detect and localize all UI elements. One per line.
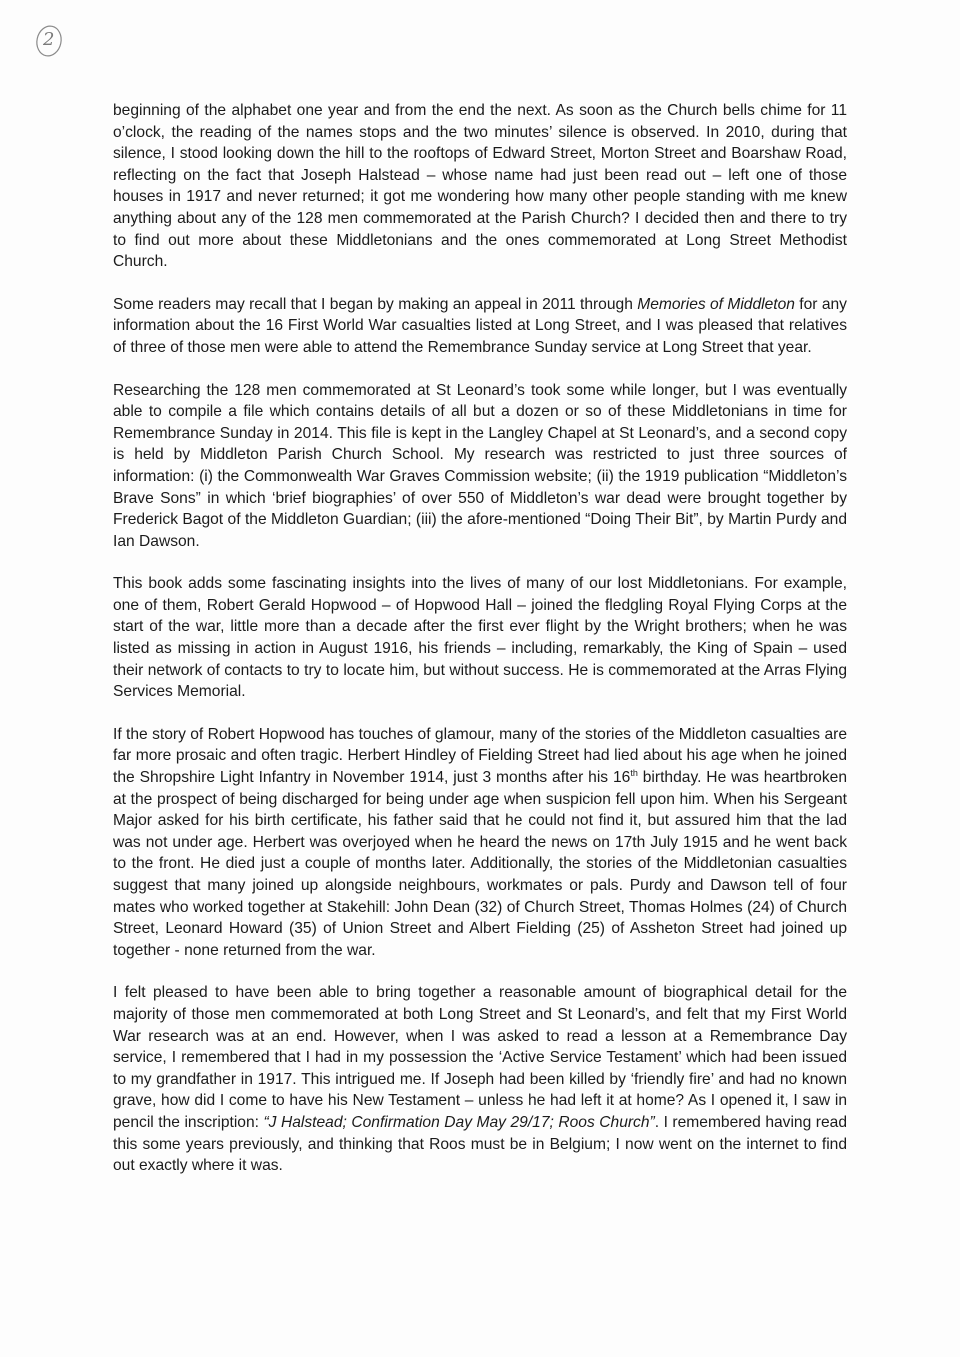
- text-segment: Researching the 128 men commemorated at St Leonard’s took some while longer, but I was eventually able to compile a file which contains details of all but a dozen or so of these Middletonians in time for Remembrance Sunday in 2014. This file is kept in the Langley Chapel at St Leonard’s, and a second copy is held by Middleton Parish Church School. My research was restricted to just three sources of information: (i) the Commonwealth War Graves Commission website; (ii) the 1919 publication “Middleton’s Brave Sons” in which ‘brief biographies’ of over 550 of Middleton’s war dead were brought together by Frederick Bagot of the Middleton Guardian; (iii) the afore-mentioned “Doing Their Bit”, by Martin Purdy and Ian Dawson.: [113, 381, 847, 550]
- paragraph: [113, 100, 847, 273]
- paragraph: [113, 573, 847, 703]
- text-segment: I felt pleased to have been able to bring together a reasonable amount of biographical detail for the majority of those men commemorated at both Long Street and St Leonard’s, and felt that my First World War research was at an end. However, when I was asked to read a lesson at a Remembrance Day service, I remembered that I had in my possession the ‘Active Service Testament’ which had been issued to my grandfather in 1917. This intrigued me. If Joseph had been killed by ‘friendly fire’ and had no known grave, how did I come to have his New Testament – unless he had left it at home? As I opened it, I saw in pencil the inscription:: [113, 984, 847, 1131]
- paragraph: [113, 982, 847, 1176]
- paragraph: [113, 724, 847, 962]
- text-segment: beginning of the alphabet one year and from the end the next. As soon as the Church bells chime for 11 o’clock, the reading of the names stops and the two minutes’ silence is observed. In 2010, during that silence, I stood looking down the hill to the rooftops of Edward Street, Morton Street and Boarshaw Road, reflecting on the fact that Joseph Halstead – whose name had just been read out – left one of those houses in 1917 and never returned; it got me wondering how many other people standing with me knew anything about any of the 128 men commemorated at the Parish Church? I decided then and there to try to find out more about these Middletonians and the ones commemorated at Long Street Methodist Church.: [113, 102, 847, 271]
- italic-text: “J Halstead; Confirmation Day May 29/17; Roos Church”: [263, 1113, 655, 1131]
- text-segment: Some readers may recall that I began by making an appeal in 2011 through: [113, 295, 638, 313]
- text-segment: If the story of Robert Hopwood has touches of glamour, many of the stories of the Middleton casualties are far more prosaic and often tragic. Herbert Hindley of Fielding Street had lied about his age when he joined the Shropshire Light Infantry in November 1914, just 3 months after his 16: [113, 725, 847, 787]
- superscript-text: th: [630, 767, 638, 778]
- paragraph: [113, 294, 847, 359]
- page-number-text: 2: [43, 29, 55, 50]
- text-segment: . I remembered having read this some years previously, and thinking that Roos must be in Belgium; I now went on the internet to find out exactly where it was.: [113, 1113, 847, 1175]
- paragraph: [113, 380, 847, 553]
- text-segment: birthday. He was heartbroken at the prospect of being discharged for being under age when suspicion fell upon him. When his Sergeant Major asked for his birth certificate, his father said that he could not find it, but assured him that the lad was not under age. Herbert was overjoyed when he heard the news on 17th July 1915 and he went back to the front. He died just a couple of months later. Additionally, the stories of the Middletonian casualties suggest that many joined up alongside neighbours, workmates or pals. Purdy and Dawson tell of four mates who worked together at Stakehill: John Dean (32) of Church Street, Thomas Holmes (24) of Church Street, Leonard Howard (35) of Union Street and Albert Fielding (25) of Assheton Street had joined up together - none returned from the war.: [113, 769, 847, 959]
- text-segment: This book adds some fascinating insights into the lives of many of our lost Middletonians. For example, one of them, Robert Gerald Hopwood – of Hopwood Hall – joined the fledgling Royal Flying Corps at the start of the war, little more than a decade after the first ever flight by the Wright brothers; when he was listed as missing in action in August 1916, his friends – including, remarkably, the King of Spain – used their network of contacts to try to locate him, but without success. He is commemorated at the Arras Flying Services Memorial.: [113, 575, 847, 701]
- body-text: [113, 100, 847, 1198]
- italic-text: Memories of Middleton: [637, 295, 795, 313]
- handwritten-page-number: [30, 22, 70, 62]
- text-segment: for any information about the 16 First World War casualties listed at Long Street, and I was pleased that relatives of three of those men were able to attend the Remembrance Sunday service at Long Street that year.: [113, 295, 847, 356]
